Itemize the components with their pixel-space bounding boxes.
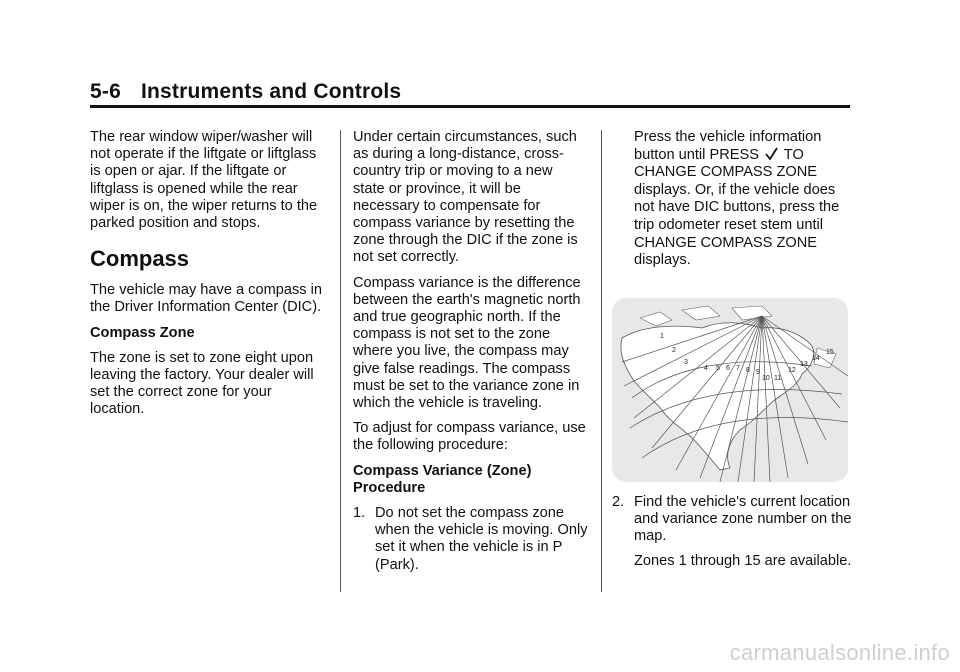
- zone-label: 7: [736, 364, 740, 372]
- page-number: 5-6: [90, 80, 121, 103]
- zone-label: 8: [746, 366, 750, 374]
- zone-label: 13: [800, 360, 808, 368]
- compass-intro: The vehicle may have a compass in the Driver Information Center (DIC).: [90, 282, 322, 316]
- step-number: 1.: [353, 505, 366, 522]
- wiper-paragraph: The rear window wiper/washer will not operate if the liftgate or liftglass is open or ajar. If the liftgate or liftglass is opened while the rear wiper is on, the wiper returns to the parked position and stops.: [90, 129, 318, 232]
- zone-label: 15: [826, 348, 834, 356]
- step-number: 2.: [612, 493, 625, 510]
- column-3: [612, 129, 854, 579]
- column-divider: [340, 130, 341, 592]
- subheading-compass-zone: Compass Zone: [90, 324, 195, 341]
- step-1-continuation: [612, 129, 854, 270]
- chapter-title: Instruments and Controls: [140, 80, 402, 103]
- page-header: [90, 80, 850, 104]
- zone-label: 3: [684, 358, 688, 366]
- column-divider: [601, 130, 602, 592]
- zone-label: 5: [716, 364, 720, 372]
- step-text: Find the vehicle's current location and variance zone number on the map.: [634, 493, 852, 545]
- column-1: [90, 129, 328, 427]
- zones-note: Zones 1 through 15 are available.: [634, 553, 852, 570]
- zone-paragraph: The zone is set to zone eight upon leaving the factory. Your dealer will set the correct zone for your location.: [90, 349, 314, 418]
- compass-zone-map: [612, 298, 848, 482]
- variance-paragraph-1: Under certain circumstances, such as during a long-distance, cross-country trip or moving to a new state or province, it will be necessary to compensate for compass variance by resetting the zone through the DIC if the zone is not set correctly.: [353, 129, 578, 266]
- watermark: carmanualsonline.info: [729, 640, 950, 665]
- step-1-text-after-icon: TO CHANGE COMPASS ZONE displays. Or, if the vehicle does not have DIC buttons, press the trip odometer reset stem until CHANGE COMPASS ZONE displays.: [634, 146, 840, 269]
- header-rule: [90, 105, 850, 108]
- section-title-compass: Compass: [90, 246, 190, 272]
- zone-label: 1: [660, 332, 664, 340]
- zone-label: 4: [704, 364, 708, 372]
- step-text: Do not set the compass zone when the vehicle is moving. Only set it when the vehicle is in P (Park).: [375, 505, 588, 573]
- variance-paragraph-3: To adjust for compass variance, use the following procedure:: [353, 420, 586, 454]
- procedure-step-1: [353, 505, 588, 574]
- zone-label: 2: [672, 346, 676, 354]
- zone-label: 9: [756, 368, 760, 376]
- zone-label: 12: [788, 366, 796, 374]
- step-1-text-before-icon: Press the vehicle information button until PRESS: [634, 129, 822, 163]
- procedure-step-2: [612, 494, 854, 546]
- zone-label: 14: [812, 354, 820, 362]
- procedure-heading: Compass Variance (Zone) Procedure: [353, 462, 532, 496]
- checkmark-icon: [765, 147, 778, 161]
- variance-paragraph-2: Compass variance is the difference between the earth's magnetic north and true geographic north. If the compass is not set to the zone where you live, the compass may give false readings. The compass must be set to the variance zone in which the vehicle is traveling.: [353, 274, 581, 412]
- zone-label: 6: [726, 364, 730, 372]
- zone-label: 10: [762, 374, 770, 382]
- column-2: [353, 129, 588, 582]
- compass-zone-map-graphic: [612, 298, 848, 482]
- zone-label: 11: [774, 374, 782, 382]
